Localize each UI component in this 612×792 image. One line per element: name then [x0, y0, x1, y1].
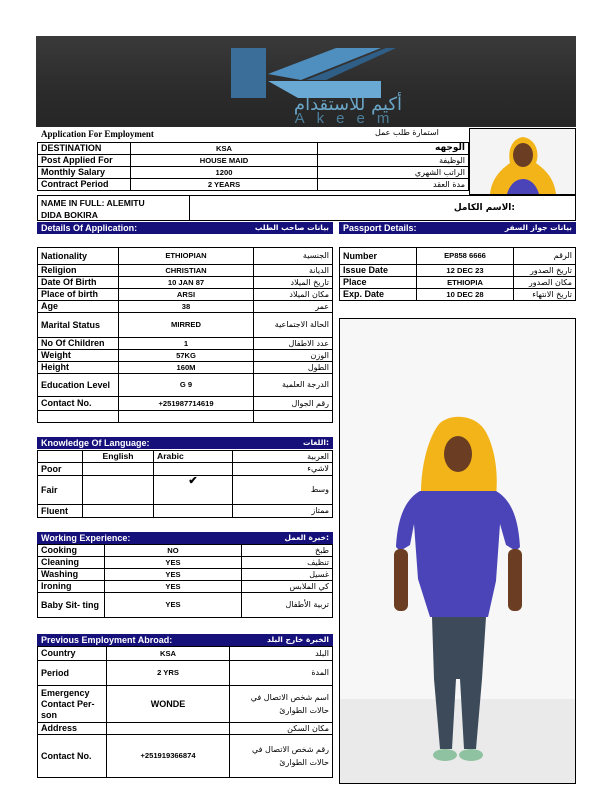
- experience-table: [37, 544, 333, 618]
- row-label: Contract Period: [38, 179, 131, 191]
- empty-cell: [254, 411, 333, 423]
- passport-header-ar: بيانات جواز السفر: [504, 223, 572, 232]
- table-row: [38, 362, 333, 374]
- passport-header-en: Passport Details:: [343, 223, 417, 233]
- row-label: Issue Date: [340, 265, 417, 277]
- row-label-ar: مكان الصدور: [514, 277, 576, 289]
- header-banner: [36, 36, 576, 127]
- row-label-ar: طبخ: [242, 545, 333, 557]
- row-value: 2 YEARS: [131, 179, 318, 191]
- previous-header-ar: الخبرة خارج البلد: [267, 635, 329, 644]
- row-label: Cleaning: [38, 557, 105, 569]
- row-label-ar: الحالة الاجتماعية: [254, 313, 333, 338]
- table-row: [38, 397, 333, 411]
- previous-section-header: [37, 634, 333, 646]
- table-row: [38, 143, 469, 155]
- row-label-ar: الوظيفة: [318, 155, 469, 167]
- english-level: [83, 476, 154, 505]
- full-name-box: [37, 195, 190, 221]
- table-row: [38, 647, 333, 661]
- experience-section-header: [37, 532, 333, 544]
- table-row: [38, 723, 333, 735]
- english-level: [83, 505, 154, 518]
- table-row: [38, 476, 333, 505]
- row-label-ar: الراتب الشهري: [318, 167, 469, 179]
- form-title-en: Application For Employment: [41, 129, 154, 139]
- row-label-ar: لاشيء: [233, 463, 333, 476]
- table-row: [38, 179, 469, 191]
- row-label-ar: تربية الأطفال: [242, 593, 333, 618]
- check-icon: ✔: [154, 476, 233, 505]
- table-row: [38, 451, 333, 463]
- previous-header-en: Previous Employment Abroad:: [41, 635, 173, 645]
- row-label: Period: [38, 661, 107, 686]
- row-label: Emergency Contact Per- son: [38, 686, 107, 723]
- table-row: [38, 557, 333, 569]
- table-row: [38, 735, 333, 778]
- row-label-ar: الوزن: [254, 350, 333, 362]
- table-row: [340, 265, 576, 277]
- row-label: No Of Children: [38, 338, 119, 350]
- table-row: [38, 350, 333, 362]
- details-header-ar: بيانات صاحب الطلب: [254, 223, 329, 232]
- col-arabic-ar: العربية: [233, 451, 333, 463]
- row-value: YES: [105, 557, 242, 569]
- row-value: KSA: [131, 143, 318, 155]
- row-value: MIRRED: [119, 313, 254, 338]
- passport-section-header: [339, 222, 576, 234]
- language-table: [37, 450, 333, 518]
- full-name-line1: NAME IN FULL: ALEMITU: [41, 198, 145, 208]
- logo-english-text: Akeem: [294, 110, 402, 127]
- table-row: [38, 569, 333, 581]
- row-value: EP858 6666: [417, 248, 514, 265]
- row-label: Nationality: [38, 248, 119, 265]
- row-value: 57KG: [119, 350, 254, 362]
- experience-header-ar: خبرة العمل:: [284, 533, 329, 542]
- table-row: [38, 374, 333, 397]
- logo-arabic-text: أكيم للاستقدام: [293, 94, 403, 115]
- row-label-ar: مدة العقد: [318, 179, 469, 191]
- row-label: Education Level: [38, 374, 119, 397]
- passport-table: [339, 247, 576, 301]
- row-value: 12 DEC 23: [417, 265, 514, 277]
- row-label-ar: عمر: [254, 301, 333, 313]
- arabic-level: [154, 505, 233, 518]
- portrait-image: [470, 129, 575, 194]
- empty-cell: [38, 411, 119, 423]
- row-label: Marital Status: [38, 313, 119, 338]
- row-label-ar: وسط: [233, 476, 333, 505]
- row-label: Height: [38, 362, 119, 374]
- empty-cell: [38, 451, 83, 463]
- row-label-ar: تنظيف: [242, 557, 333, 569]
- row-label: Contact No.: [38, 397, 119, 411]
- row-label: Exp. Date: [340, 289, 417, 301]
- row-label: Place of birth: [38, 289, 119, 301]
- row-label-ar: تاريخ الميلاد: [254, 277, 333, 289]
- row-label: Monthly Salary: [38, 167, 131, 179]
- col-arabic: Arabic: [154, 451, 233, 463]
- row-value: 160M: [119, 362, 254, 374]
- experience-header-en: Working Experience:: [41, 533, 131, 543]
- table-row: [340, 248, 576, 265]
- row-label-ar: تاريخ الانتهاء: [514, 289, 576, 301]
- row-label: Place: [340, 277, 417, 289]
- row-label-ar: غسيل: [242, 569, 333, 581]
- row-value: NO: [105, 545, 242, 557]
- row-label: Post Applied For: [38, 155, 131, 167]
- empty-cell: [119, 411, 254, 423]
- row-value: 10 DEC 28: [417, 289, 514, 301]
- details-section-header: [37, 222, 333, 234]
- full-name-label-ar: الاسم الكامل:: [453, 203, 515, 213]
- row-value: +251987714619: [119, 397, 254, 411]
- full-name-line2: DIDA BOKIRA: [41, 210, 98, 220]
- row-label: DESTINATION: [38, 143, 131, 155]
- table-row: [38, 661, 333, 686]
- row-label-ar: تاريخ الصدور: [514, 265, 576, 277]
- row-label-ar: اسم شخص الاتصال في حالات الطوارئ: [230, 686, 333, 723]
- row-label: Age: [38, 301, 119, 313]
- row-value: CHRISTIAN: [119, 265, 254, 277]
- language-header-ar: اللغات:: [302, 438, 329, 447]
- english-level: [83, 463, 154, 476]
- table-row: [38, 463, 333, 476]
- row-value: +251919366874: [107, 735, 230, 778]
- details-table: [37, 247, 333, 423]
- top-info-table: [37, 142, 469, 191]
- table-row: [38, 686, 333, 723]
- row-label: Contact No.: [38, 735, 107, 778]
- row-value: KSA: [107, 647, 230, 661]
- row-value: 10 JAN 87: [119, 277, 254, 289]
- details-header-en: Details Of Application:: [41, 223, 138, 233]
- table-row: [38, 248, 333, 265]
- row-label-ar: البلد: [230, 647, 333, 661]
- previous-table: [37, 646, 333, 778]
- row-label-ar: الوجهه: [318, 143, 469, 155]
- row-label: Country: [38, 647, 107, 661]
- row-label-ar: الديانة: [254, 265, 333, 277]
- table-row: [38, 301, 333, 313]
- table-row: [38, 167, 469, 179]
- table-row: [38, 313, 333, 338]
- row-label-ar: الرقم: [514, 248, 576, 265]
- row-value: 1: [119, 338, 254, 350]
- col-english: English: [83, 451, 154, 463]
- row-value: ARSI: [119, 289, 254, 301]
- language-section-header: [37, 437, 333, 449]
- row-value: 1200: [131, 167, 318, 179]
- row-label-ar: رقم شخص الاتصال في حالات الطوارئ: [230, 735, 333, 778]
- table-row: [38, 593, 333, 618]
- row-value: YES: [105, 581, 242, 593]
- row-label-ar: ممتاز: [233, 505, 333, 518]
- row-label-ar: مكان السكن: [230, 723, 333, 735]
- row-label: Poor: [38, 463, 83, 476]
- portrait-photo-small: [469, 128, 576, 195]
- row-label: Religion: [38, 265, 119, 277]
- full-name-ar-box: [190, 195, 576, 221]
- row-value: HOUSE MAID: [131, 155, 318, 167]
- row-label-ar: الطول: [254, 362, 333, 374]
- table-row: [38, 277, 333, 289]
- row-value: 38: [119, 301, 254, 313]
- language-header-en: Knowledge Of Language:: [41, 438, 150, 448]
- row-label-ar: عدد الاطفال: [254, 338, 333, 350]
- row-value: YES: [105, 593, 242, 618]
- row-label: Baby Sit- ting: [38, 593, 105, 618]
- form-title-ar: استمارة طلب عمل: [375, 128, 439, 137]
- row-label: Weight: [38, 350, 119, 362]
- row-label: Fair: [38, 476, 83, 505]
- row-label: Cooking: [38, 545, 105, 557]
- row-value: 2 YRS: [107, 661, 230, 686]
- table-row: [340, 289, 576, 301]
- row-label-ar: كي الملابس: [242, 581, 333, 593]
- row-label-ar: رقم الجوال: [254, 397, 333, 411]
- row-label-ar: المدة: [230, 661, 333, 686]
- table-row: [38, 411, 333, 423]
- row-value: ETHIOPIA: [417, 277, 514, 289]
- arabic-level: [154, 463, 233, 476]
- table-row: [38, 289, 333, 301]
- row-value: [107, 723, 230, 735]
- table-row: [38, 155, 469, 167]
- row-label-ar: الجنسية: [254, 248, 333, 265]
- full-body-image: [340, 319, 575, 783]
- table-row: [38, 505, 333, 518]
- table-row: [38, 545, 333, 557]
- row-value: G 9: [119, 374, 254, 397]
- table-row: [340, 277, 576, 289]
- row-label: Address: [38, 723, 107, 735]
- full-body-photo: [339, 318, 576, 784]
- row-label-ar: مكان الميلاد: [254, 289, 333, 301]
- row-label: Washing: [38, 569, 105, 581]
- table-row: [38, 265, 333, 277]
- row-label: Number: [340, 248, 417, 265]
- row-label-ar: الدرجة العلمية: [254, 374, 333, 397]
- row-value: ETHIOPIAN: [119, 248, 254, 265]
- table-row: [38, 581, 333, 593]
- row-label: Fluent: [38, 505, 83, 518]
- row-label: Date Of Birth: [38, 277, 119, 289]
- row-value: YES: [105, 569, 242, 581]
- table-row: [38, 338, 333, 350]
- row-value: WONDE: [107, 686, 230, 723]
- row-label: Ironing: [38, 581, 105, 593]
